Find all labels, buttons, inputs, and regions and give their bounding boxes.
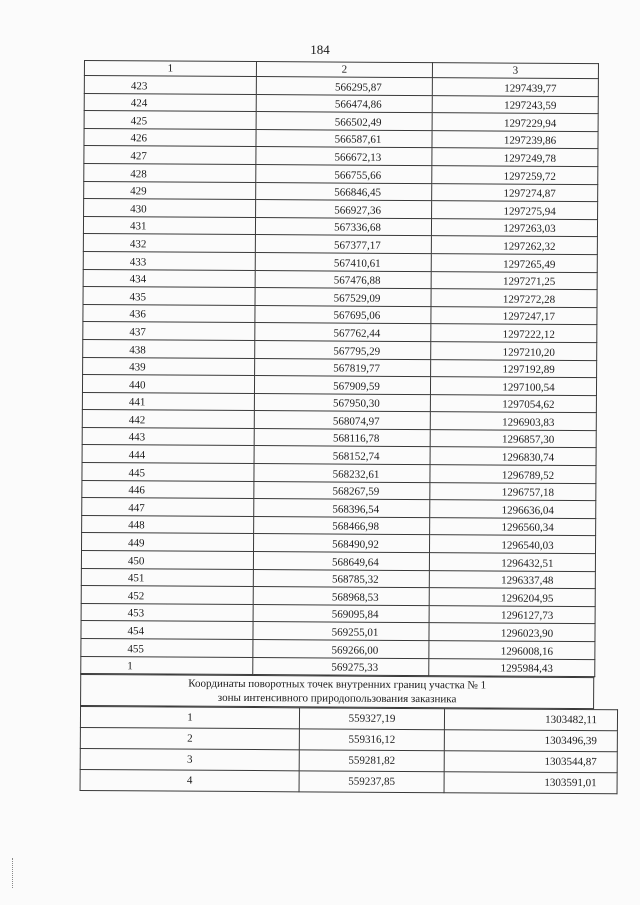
coordinate-x: 569255,01 xyxy=(253,622,429,641)
point-number: 431 xyxy=(83,216,255,235)
coordinate-y: 1296789,52 xyxy=(430,465,596,484)
point-number: 424 xyxy=(84,93,256,112)
coordinate-y: 1297243,59 xyxy=(432,95,598,114)
coordinate-x: 567819,77 xyxy=(255,358,431,377)
coordinate-y: 1296204,95 xyxy=(429,588,595,607)
coordinate-x: 568490,92 xyxy=(254,534,430,553)
coordinate-y: 1297100,54 xyxy=(430,377,596,396)
coordinate-y: 1297274,87 xyxy=(432,183,598,202)
coordinate-y: 1296636,04 xyxy=(430,500,596,519)
section-title-line-1: Координаты поворотных точек внутренних границ участка № 1 xyxy=(188,677,487,692)
point-number: 428 xyxy=(84,163,256,182)
coordinate-x: 567795,29 xyxy=(255,340,431,359)
coordinate-y: 1297239,86 xyxy=(432,130,598,149)
point-number: 449 xyxy=(82,533,254,552)
coordinate-y: 1297271,25 xyxy=(431,271,597,290)
margin-scan-mark xyxy=(12,858,15,888)
inner-boundary-table-body xyxy=(80,707,618,794)
point-number: 454 xyxy=(81,621,253,640)
coordinate-x: 568267,59 xyxy=(254,481,430,500)
coordinate-y: 1303591,01 xyxy=(444,772,617,794)
coordinate-y: 1296903,83 xyxy=(430,412,596,431)
coordinate-y: 1297275,94 xyxy=(432,201,598,220)
coordinate-x: 566502,49 xyxy=(256,112,432,131)
coordinate-x: 568968,53 xyxy=(253,587,429,606)
coordinate-x: 566295,87 xyxy=(256,77,432,96)
coordinate-y: 1296540,03 xyxy=(429,535,595,554)
inner-boundary-table xyxy=(80,706,619,794)
point-number: 452 xyxy=(81,586,253,605)
table-row xyxy=(80,770,617,794)
coordinate-x: 566755,66 xyxy=(256,165,432,184)
point-number: 445 xyxy=(82,463,254,482)
coordinate-x: 567336,68 xyxy=(255,217,431,236)
section-title xyxy=(81,675,594,709)
coordinate-y: 1296757,18 xyxy=(430,482,596,501)
point-number: 441 xyxy=(82,392,254,411)
point-number: 450 xyxy=(81,551,253,570)
coordinate-x: 569275,33 xyxy=(253,657,429,676)
coordinate-x: 569266,00 xyxy=(253,640,429,659)
point-number: 426 xyxy=(84,128,256,147)
point-number: 1 xyxy=(81,656,253,675)
coordinate-x: 567410,61 xyxy=(255,252,431,271)
point-number: 432 xyxy=(83,234,255,253)
coordinate-x: 568232,61 xyxy=(254,464,430,483)
coordinate-x: 559327,19 xyxy=(299,708,444,730)
coordinate-y: 1296857,30 xyxy=(430,429,596,448)
section-title-row xyxy=(81,675,594,709)
coordinate-y: 1297210,20 xyxy=(431,342,597,361)
coordinate-y: 1297249,78 xyxy=(432,148,598,167)
point-number: 4 xyxy=(80,770,299,792)
point-number: 453 xyxy=(81,603,253,622)
point-number: 423 xyxy=(84,76,256,95)
point-number: 451 xyxy=(81,568,253,587)
coordinates-table-body xyxy=(81,61,599,677)
coordinate-x: 559316,12 xyxy=(299,729,444,751)
coordinate-y: 1297265,49 xyxy=(431,254,597,273)
point-number: 434 xyxy=(83,269,255,288)
coordinate-x: 566587,61 xyxy=(256,129,432,148)
coordinate-x: 567695,06 xyxy=(255,305,431,324)
coordinate-x: 566672,13 xyxy=(256,147,432,166)
coordinate-y: 1303544,87 xyxy=(444,751,617,773)
point-number: 442 xyxy=(82,410,254,429)
header-col-1: 1 xyxy=(84,61,256,77)
coordinate-x: 566474,86 xyxy=(256,94,432,113)
page-number: 184 xyxy=(310,42,330,57)
coordinate-y: 1303496,39 xyxy=(444,730,617,752)
point-number: 2 xyxy=(80,728,299,750)
coordinate-x: 559237,85 xyxy=(299,771,444,793)
coordinate-x: 567476,88 xyxy=(255,270,431,289)
point-number: 455 xyxy=(81,638,253,657)
point-number: 438 xyxy=(83,339,255,358)
coordinate-y: 1296830,74 xyxy=(430,447,596,466)
coordinate-y: 1297272,28 xyxy=(431,289,597,308)
coordinate-y: 1296337,48 xyxy=(429,570,595,589)
point-number: 443 xyxy=(82,427,254,446)
coordinate-y: 1296127,73 xyxy=(429,605,595,624)
coordinate-x: 568074,97 xyxy=(254,411,430,430)
coordinate-y: 1297054,62 xyxy=(430,394,596,413)
coordinate-x: 568116,78 xyxy=(254,428,430,447)
point-number: 440 xyxy=(82,375,254,394)
coordinate-y: 1297192,89 xyxy=(431,359,597,378)
coordinate-x: 566927,36 xyxy=(256,200,432,219)
coordinate-y: 1296432,51 xyxy=(429,553,595,572)
point-number: 437 xyxy=(83,322,255,341)
coordinates-table xyxy=(80,60,599,677)
coordinate-x: 568785,32 xyxy=(253,569,429,588)
coordinate-x: 568649,64 xyxy=(253,552,429,571)
header-col-2: 2 xyxy=(256,62,432,78)
coordinate-y: 1297259,72 xyxy=(432,166,598,185)
point-number: 427 xyxy=(84,146,256,165)
point-number: 444 xyxy=(82,445,254,464)
point-number: 446 xyxy=(82,480,254,499)
coordinate-x: 569095,84 xyxy=(253,604,429,623)
coordinate-x: 568396,54 xyxy=(254,499,430,518)
point-number: 3 xyxy=(80,749,299,771)
coordinate-x: 568152,74 xyxy=(254,446,430,465)
coordinate-y: 1297262,32 xyxy=(431,236,597,255)
coordinate-y: 1297439,77 xyxy=(432,78,598,97)
coordinate-y: 1296560,34 xyxy=(430,517,596,536)
point-number: 433 xyxy=(83,251,255,270)
section-title-table xyxy=(80,674,594,709)
point-number: 425 xyxy=(84,111,256,130)
coordinate-y: 1303482,11 xyxy=(444,709,617,731)
coordinates-sheet xyxy=(80,60,598,794)
coordinate-y: 1297222,12 xyxy=(431,324,597,343)
coordinate-x: 567950,30 xyxy=(254,393,430,412)
point-number: 448 xyxy=(82,515,254,534)
point-number: 435 xyxy=(83,287,255,306)
coordinate-y: 1297247,17 xyxy=(431,306,597,325)
coordinate-x: 567529,09 xyxy=(255,288,431,307)
coordinate-y: 1296008,16 xyxy=(429,641,595,660)
point-number: 429 xyxy=(84,181,256,200)
coordinate-x: 559281,82 xyxy=(299,750,444,772)
coordinate-x: 567377,17 xyxy=(255,235,431,254)
point-number: 447 xyxy=(82,498,254,517)
coordinate-y: 1296023,90 xyxy=(429,623,595,642)
coordinate-y: 1297263,03 xyxy=(431,218,597,237)
point-number: 1 xyxy=(80,707,299,729)
coordinate-x: 567762,44 xyxy=(255,323,431,342)
point-number: 439 xyxy=(83,357,255,376)
coordinate-x: 567909,59 xyxy=(254,376,430,395)
coordinate-x: 568466,98 xyxy=(254,516,430,535)
coordinate-x: 566846,45 xyxy=(256,182,432,201)
point-number: 430 xyxy=(84,199,256,218)
coordinate-y: 1295984,43 xyxy=(429,658,595,677)
point-number: 436 xyxy=(83,304,255,323)
coordinate-y: 1297229,94 xyxy=(432,113,598,132)
header-col-3: 3 xyxy=(432,63,598,79)
section-title-line-2: зоны интенсивного природопользования заказника xyxy=(217,692,457,706)
